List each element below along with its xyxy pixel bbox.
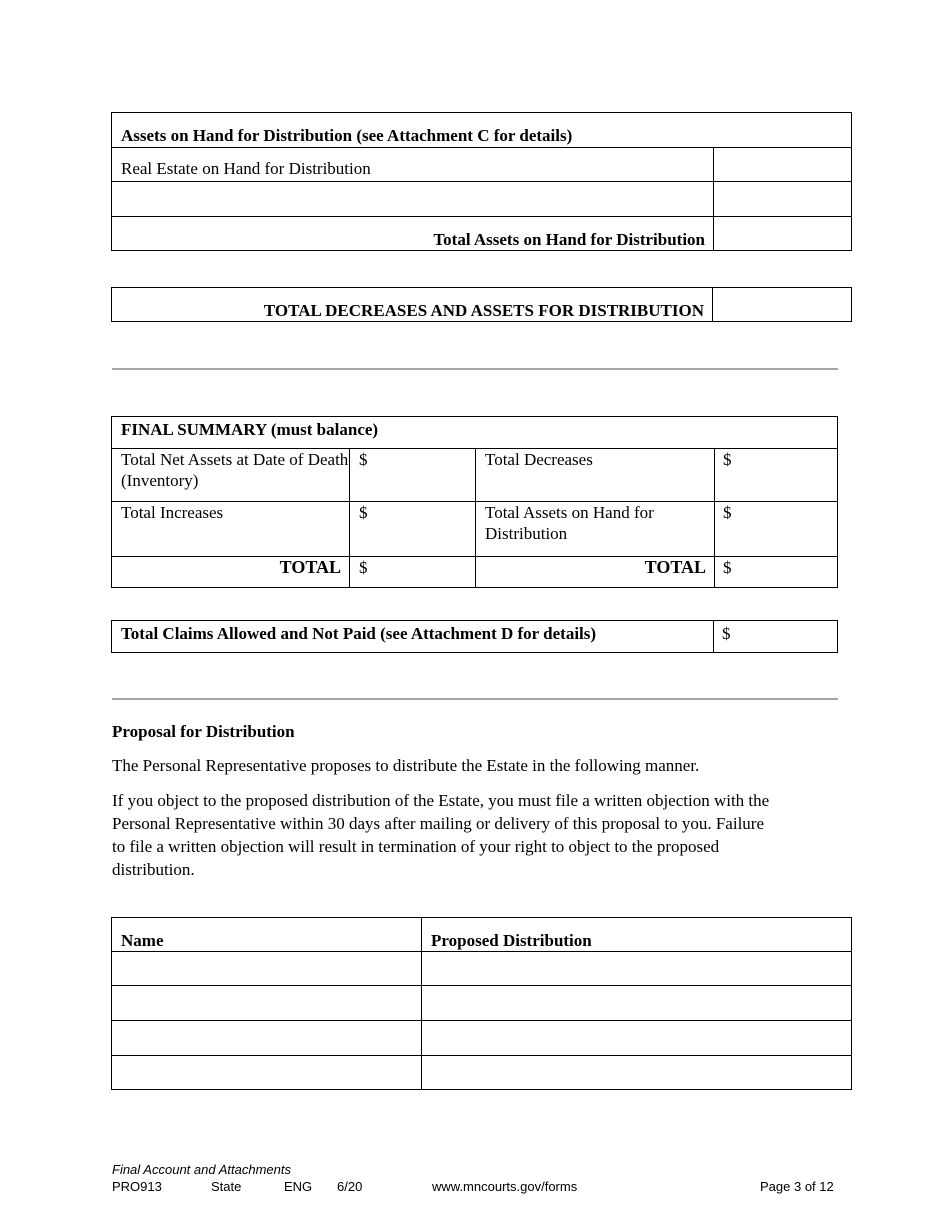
name-cell[interactable]	[112, 952, 422, 986]
distribution-cell[interactable]	[422, 1056, 852, 1090]
left-total-label: TOTAL	[112, 557, 350, 588]
proposal-notice: If you object to the proposed distribution of the Estate, you must file a written objection with the Personal Representative within 30 days after mailing or delivery of this proposal to you. Failure to file a written objection will result in termination of your right to object to the proposed distribution.	[112, 791, 770, 879]
total-assets-summary-label: Total Assets on Hand for Distribution	[476, 502, 715, 557]
footer-url[interactable]: www.mncourts.gov/forms	[432, 1179, 578, 1194]
total-assets-summary-amount-field[interactable]: $	[715, 502, 838, 557]
assets-on-hand-table	[111, 112, 852, 251]
real-estate-amount-field[interactable]	[714, 148, 852, 182]
total-decreases-amount-field[interactable]	[713, 288, 852, 322]
final-summary-header: FINAL SUMMARY (must balance)	[112, 417, 838, 449]
table-row	[112, 952, 852, 986]
section-divider	[112, 698, 838, 700]
total-assets-label: Total Assets on Hand for Distribution	[112, 217, 714, 251]
distribution-cell[interactable]	[422, 952, 852, 986]
table-row	[112, 1056, 852, 1090]
total-increases-amount-field[interactable]: $	[350, 502, 476, 557]
assets-table-header: Assets on Hand for Distribution (see Attachment C for details)	[112, 113, 852, 148]
distribution-column-header: Proposed Distribution	[422, 918, 852, 952]
left-total-amount-field[interactable]: $	[350, 557, 476, 588]
name-cell[interactable]	[112, 1056, 422, 1090]
table-row	[112, 1021, 852, 1056]
total-assets-amount-field[interactable]	[714, 217, 852, 251]
footer-date: 6/20	[337, 1179, 363, 1194]
right-total-label: TOTAL	[476, 557, 715, 588]
net-assets-label: Total Net Assets at Date of Death (Inventory)	[112, 449, 350, 502]
distribution-cell[interactable]	[422, 986, 852, 1021]
name-column-header: Name	[112, 918, 422, 952]
proposal-heading: Proposal for Distribution	[112, 722, 295, 741]
footer-language: ENG	[284, 1179, 313, 1194]
total-increases-label: Total Increases	[112, 502, 350, 557]
footer-page-number: Page 3 of 12	[760, 1179, 834, 1194]
proposal-intro: The Personal Representative proposes to distribute the Estate in the following manner.	[112, 756, 700, 775]
total-decreases-table	[111, 287, 852, 322]
footer-form-code: PRO913	[112, 1179, 162, 1194]
footer-jurisdiction: State	[211, 1179, 242, 1194]
final-summary-table	[111, 416, 838, 588]
section-divider	[112, 368, 838, 370]
claims-label: Total Claims Allowed and Not Paid (see Attachment D for details)	[112, 621, 714, 653]
table-row	[112, 986, 852, 1021]
right-total-amount-field[interactable]: $	[715, 557, 838, 588]
distribution-table	[111, 917, 852, 1090]
distribution-cell[interactable]	[422, 1021, 852, 1056]
footer-title: Final Account and Attachments	[112, 1162, 291, 1177]
total-decreases-summary-label: Total Decreases	[476, 449, 715, 502]
claims-amount-field[interactable]: $	[714, 621, 838, 653]
name-cell[interactable]	[112, 986, 422, 1021]
claims-table	[111, 620, 838, 653]
total-decreases-summary-amount-field[interactable]: $	[715, 449, 838, 502]
net-assets-amount-field[interactable]: $	[350, 449, 476, 502]
total-decreases-label: TOTAL DECREASES AND ASSETS FOR DISTRIBUTION	[112, 288, 713, 322]
name-cell[interactable]	[112, 1021, 422, 1056]
real-estate-label: Real Estate on Hand for Distribution	[112, 148, 714, 182]
assets-blank-amount-field[interactable]	[714, 182, 852, 217]
assets-blank-label[interactable]	[112, 182, 714, 217]
